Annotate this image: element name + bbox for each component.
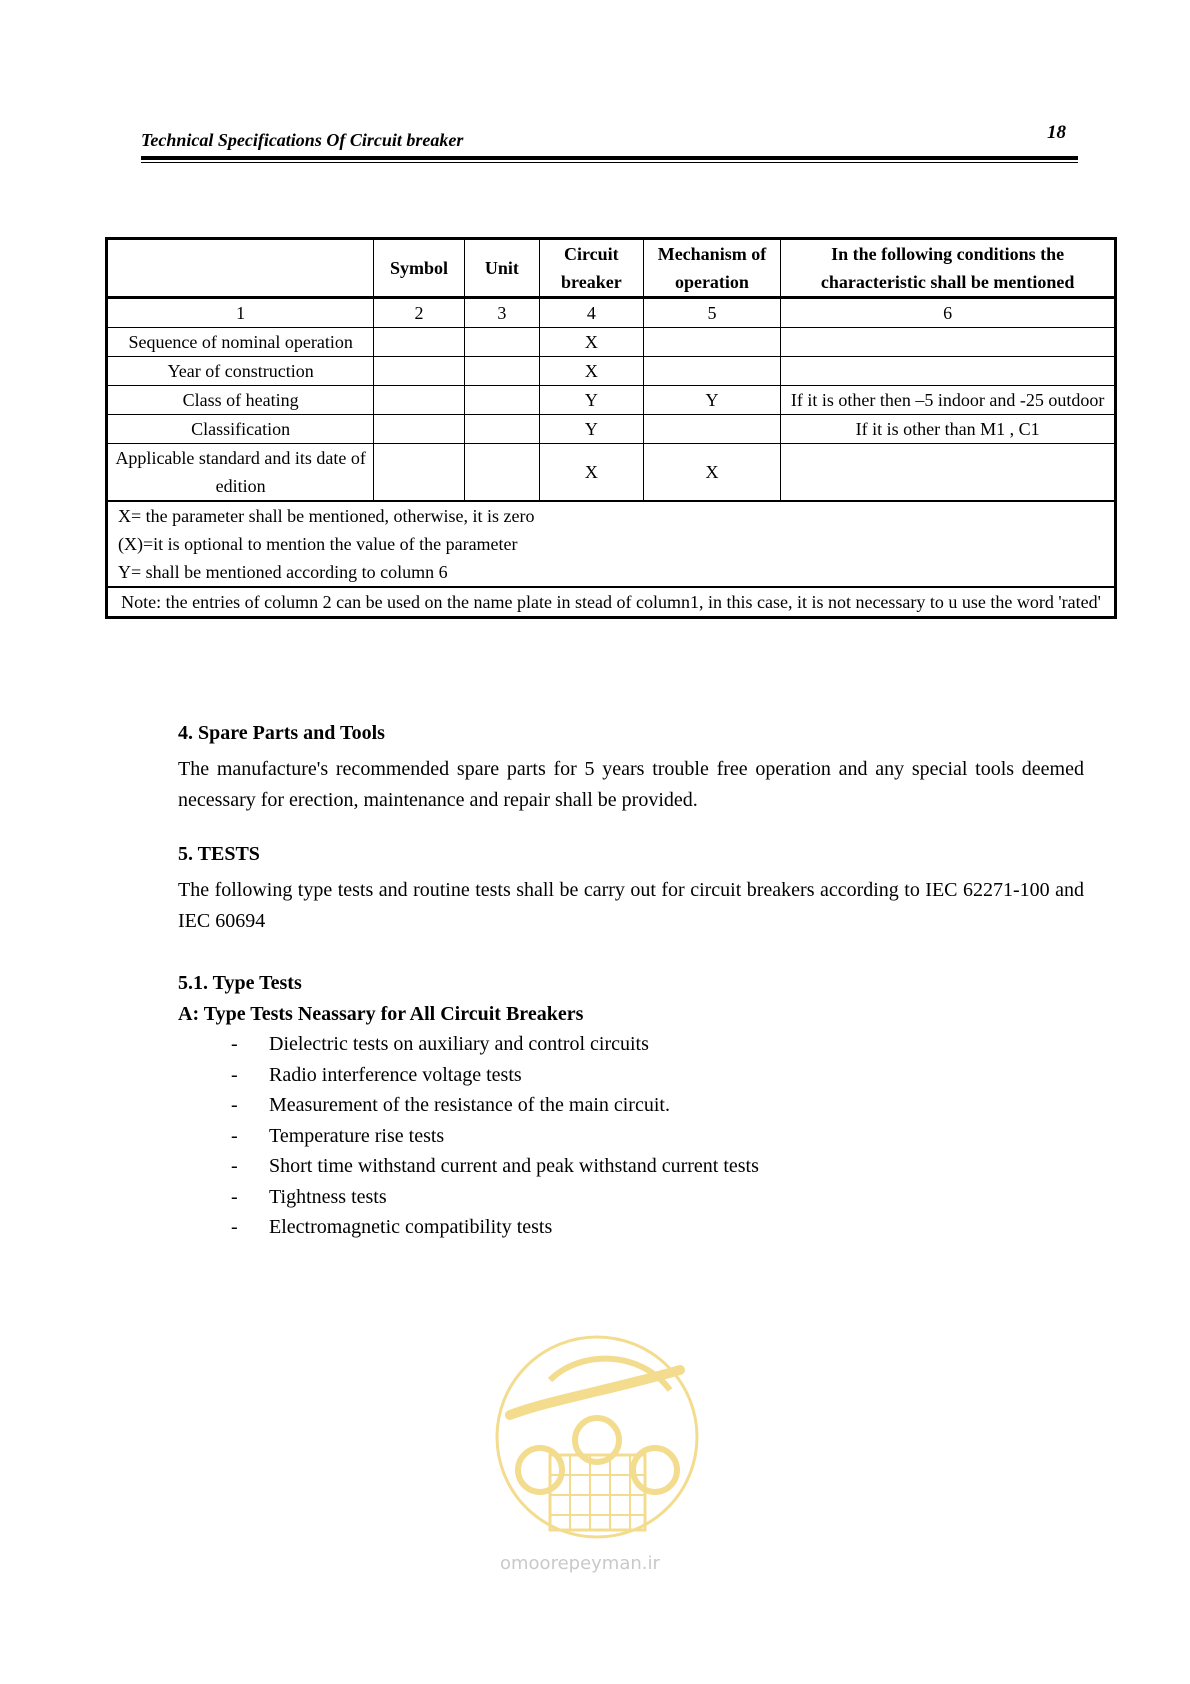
table-cell [643,328,781,357]
section-heading: 4. Spare Parts and Tools [178,722,385,744]
column-number: 6 [781,298,1116,328]
table-cell: X [643,444,781,502]
type-tests-list [178,1029,1084,1243]
table-cell [374,386,464,415]
section-heading: 5.1. Type Tests [178,972,302,994]
list-item: - Temperature rise tests [231,1124,445,1147]
header-cell: In the following conditions the characteristic shall be mentioned [781,239,1116,298]
list-item: - Electromagnetic compatibility tests [231,1216,553,1238]
table-cell [464,357,539,386]
table-cell [464,415,539,444]
column-number-row [107,298,1116,328]
table-cell [374,415,464,444]
table-header-row [107,239,1116,298]
legend-row [107,501,1116,587]
header-rule-thick [141,156,1078,160]
table-cell: Y [540,386,644,415]
table-row [107,444,1116,502]
table-cell [643,357,781,386]
legend-line: Y= shall be mentioned according to column 6 [118,562,448,582]
header-cell: Mechanism of operation [643,239,781,298]
legend-line: (X)=it is optional to mention the value of the parameter [118,534,518,554]
header-cell [107,239,374,298]
table-cell: If it is other then –5 indoor and -25 outdoor [781,386,1116,415]
table-cell: Classification [107,415,374,444]
table-cell: Applicable standard and its date of edition [107,444,374,502]
column-number: 4 [540,298,644,328]
page-number: 18 [1047,122,1066,143]
table-row [107,386,1116,415]
table-cell [464,328,539,357]
table-cell: If it is other than M1 , C1 [781,415,1116,444]
list-item: - Measurement of the resistance of the main circuit. [231,1094,670,1116]
section-body: The following type tests and routine tests shall be carry out for circuit breakers according to IEC 62271-100 and IEC 60694 [178,879,1084,932]
section-heading: 5. TESTS [178,843,260,865]
header-cell: Circuit breaker [540,239,644,298]
watermark-text: omoorepeyman.ir [500,1553,660,1574]
document-title: Technical Specifications Of Circuit breaker [141,130,464,150]
note-cell: Note: the entries of column 2 can be used on the name plate in stead of column1, in this case, it is not necessary to u use the word 'rated' [107,587,1116,618]
page-header [141,122,1078,156]
table-cell: X [540,357,644,386]
table-row [107,328,1116,357]
header-cell: Symbol [374,239,464,298]
table-cell [781,357,1116,386]
table-row [107,415,1116,444]
header-rule-thin [141,162,1078,163]
table-cell: Year of construction [107,357,374,386]
table-cell: X [540,328,644,357]
header-cell: Unit [464,239,539,298]
list-item: - Radio interference voltage tests [231,1063,522,1086]
section-subheading: A: Type Tests Neassary for All Circuit Breakers [178,1003,584,1025]
list-item: - Tightness tests [231,1185,387,1208]
column-number: 2 [374,298,464,328]
table-cell: Y [643,386,781,415]
table-cell: Y [540,415,644,444]
section-spare-parts [178,718,1084,816]
table-cell: Sequence of nominal operation [107,328,374,357]
list-item: - Short time withstand current and peak withstand current tests [231,1155,759,1177]
table-cell [643,415,781,444]
table-cell [464,444,539,502]
column-number: 1 [107,298,374,328]
note-row [107,587,1116,618]
table-cell [374,328,464,357]
table-cell [374,357,464,386]
table-cell: Class of heating [107,386,374,415]
table-cell [781,444,1116,502]
section-type-tests [178,968,1084,1243]
section-body: The manufacture's recommended spare parts for 5 years trouble free operation and any special tools deemed necessary for erection, maintenance and repair shall be provided. [178,758,1084,811]
table-cell [781,328,1116,357]
section-tests [178,839,1084,937]
legend-line: X= the parameter shall be mentioned, otherwise, it is zero [118,506,535,526]
legend-cell [107,501,1116,587]
watermark-logo-icon [490,1330,704,1544]
column-number: 3 [464,298,539,328]
table-cell [464,386,539,415]
column-number: 5 [643,298,781,328]
characteristics-table [105,237,1117,619]
table-cell [374,444,464,502]
list-item: - Dielectric tests on auxiliary and control circuits [231,1033,649,1055]
table-cell: X [540,444,644,502]
table-row [107,357,1116,386]
